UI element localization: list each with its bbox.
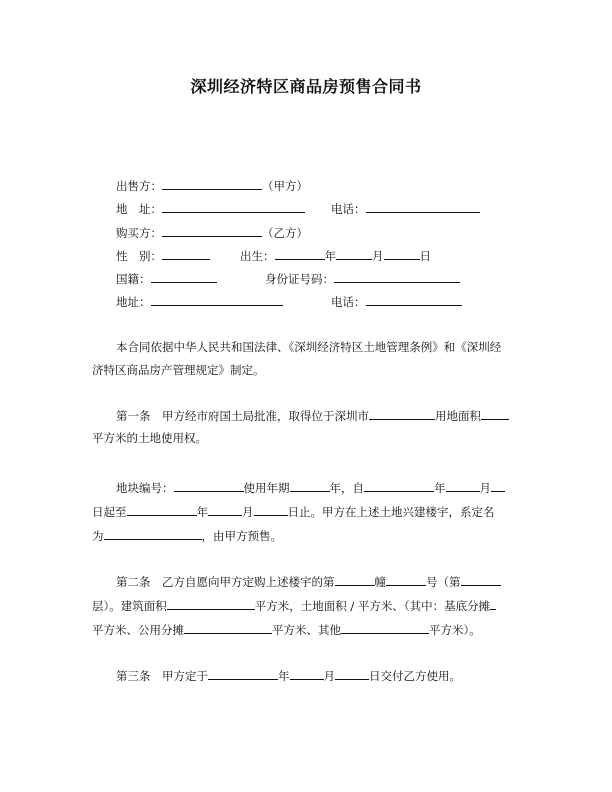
article3-text: 年 — [278, 669, 290, 683]
term-blank[interactable] — [290, 479, 330, 492]
building-name-blank[interactable] — [104, 527, 202, 540]
birth-row — [240, 247, 431, 264]
plot-text: 月 — [479, 481, 491, 495]
article1-text: 第一条 甲方经市府国土局批准，取得位于深圳市 — [116, 409, 369, 423]
preamble-line-1: 本合同依据中华人民共和国法律、《深圳经济特区土地管理条例》和《深圳经 — [116, 340, 502, 354]
article3-line-1 — [116, 667, 461, 684]
day-label: 日 — [419, 249, 431, 263]
plot-text: 月 — [242, 505, 254, 519]
start-day-blank[interactable] — [491, 479, 505, 492]
other-area-blank[interactable] — [341, 621, 429, 634]
id-blank[interactable] — [334, 270, 460, 283]
plot-line-3 — [92, 527, 282, 544]
article2-text: 层）。建筑面积 — [92, 599, 167, 613]
nationality-blank[interactable] — [151, 270, 217, 283]
seller-phone-row — [331, 200, 480, 217]
plot-text: 地块编号： — [116, 481, 174, 495]
buyer-label: 购买方： — [116, 226, 162, 240]
buyer-address-blank[interactable] — [151, 293, 283, 306]
article3-text: 第三条 甲方定于 — [116, 669, 208, 683]
delivery-month-blank[interactable] — [290, 667, 324, 680]
preamble-line-2: 济特区商品房产管理规定》制定。 — [92, 363, 265, 377]
gender-blank[interactable] — [162, 247, 210, 260]
seller-address-blank[interactable] — [162, 200, 305, 213]
article3-text: 日交付乙方使用。 — [369, 669, 461, 683]
buyer-address-row — [116, 293, 283, 310]
address-label: 地 址： — [116, 202, 162, 216]
unit-blank[interactable] — [386, 573, 426, 586]
building-area-blank[interactable] — [167, 597, 255, 610]
nationality-label: 国籍： — [116, 272, 151, 286]
birth-month-blank[interactable] — [336, 247, 372, 260]
seller-label: 出售方： — [116, 179, 162, 193]
phone2-label: 电话： — [331, 295, 366, 309]
id-row — [265, 270, 460, 287]
delivery-year-blank[interactable] — [208, 667, 278, 680]
delivery-day-blank[interactable] — [335, 667, 369, 680]
article1-line-1 — [116, 407, 509, 424]
article2-line-3 — [92, 621, 481, 638]
article2-text: 平方米、其他 — [272, 623, 341, 637]
end-month-blank[interactable] — [208, 503, 242, 516]
article2-text: 平方米，土地面积 / 平方米、（其中：基底分摊 — [254, 599, 491, 613]
plot-text: 年 — [434, 481, 446, 495]
article2-text: 平方米、公用分摊 — [92, 623, 184, 637]
document-title: 深圳经济特区商品房预售合同书 — [190, 77, 422, 96]
phone-label: 电话： — [331, 202, 366, 216]
seller-blank[interactable] — [162, 177, 262, 190]
article2-text: 幢 — [374, 575, 386, 589]
plot-text: 使用年期 — [243, 481, 290, 495]
buyer-phone-row — [331, 293, 462, 310]
gender-label: 性 别： — [116, 249, 162, 263]
floor-blank[interactable] — [461, 573, 501, 586]
article2-text: 平方米）。 — [429, 623, 481, 637]
buyer-row — [116, 224, 308, 241]
seller-address-row — [116, 200, 305, 217]
start-year-blank[interactable] — [364, 479, 434, 492]
seller-phone-blank[interactable] — [366, 200, 480, 213]
seller-suffix: （甲方） — [262, 179, 308, 193]
land-area-blank[interactable] — [481, 407, 509, 420]
gender-row — [116, 247, 210, 264]
article2-text: 号（第 — [426, 575, 461, 589]
seller-row — [116, 177, 308, 194]
article2-line-1 — [116, 573, 501, 590]
start-month-blank[interactable] — [446, 479, 480, 492]
plot-text: ，由甲方预售。 — [201, 529, 282, 543]
plot-number-blank[interactable] — [174, 479, 244, 492]
base-share-blank[interactable] — [490, 597, 496, 610]
article3-text: 月 — [323, 669, 335, 683]
year-label: 年 — [324, 249, 336, 263]
end-year-blank[interactable] — [127, 503, 197, 516]
buyer-phone-blank[interactable] — [366, 293, 462, 306]
nationality-row — [116, 270, 217, 287]
address2-label: 地址： — [116, 295, 151, 309]
article2-line-2 — [92, 597, 496, 614]
birth-label: 出生： — [240, 249, 275, 263]
plot-text: 年 — [196, 505, 208, 519]
plot-line-1 — [116, 479, 505, 496]
public-share-blank[interactable] — [184, 621, 272, 634]
plot-text: 为 — [92, 529, 104, 543]
buyer-blank[interactable] — [162, 224, 262, 237]
building-blank[interactable] — [335, 573, 375, 586]
article1-line-2: 平方米的土地使用权。 — [92, 431, 207, 445]
id-label: 身份证号码： — [265, 272, 334, 286]
month-label: 月 — [372, 249, 384, 263]
location-blank[interactable] — [369, 407, 435, 420]
article2-text: 第二条 乙方自愿向甲方定购上述楼宇的第 — [116, 575, 335, 589]
article1-text: 用地面积 — [435, 409, 481, 423]
plot-text: 日起至 — [92, 505, 127, 519]
plot-text: 年，自 — [329, 481, 364, 495]
birth-year-blank[interactable] — [275, 247, 325, 260]
end-day-blank[interactable] — [254, 503, 288, 516]
birth-day-blank[interactable] — [384, 247, 420, 260]
buyer-suffix: （乙方） — [262, 226, 308, 240]
plot-text: 日止。甲方在上述土地兴建楼宇，系定名 — [287, 505, 495, 519]
plot-line-2 — [92, 503, 495, 520]
